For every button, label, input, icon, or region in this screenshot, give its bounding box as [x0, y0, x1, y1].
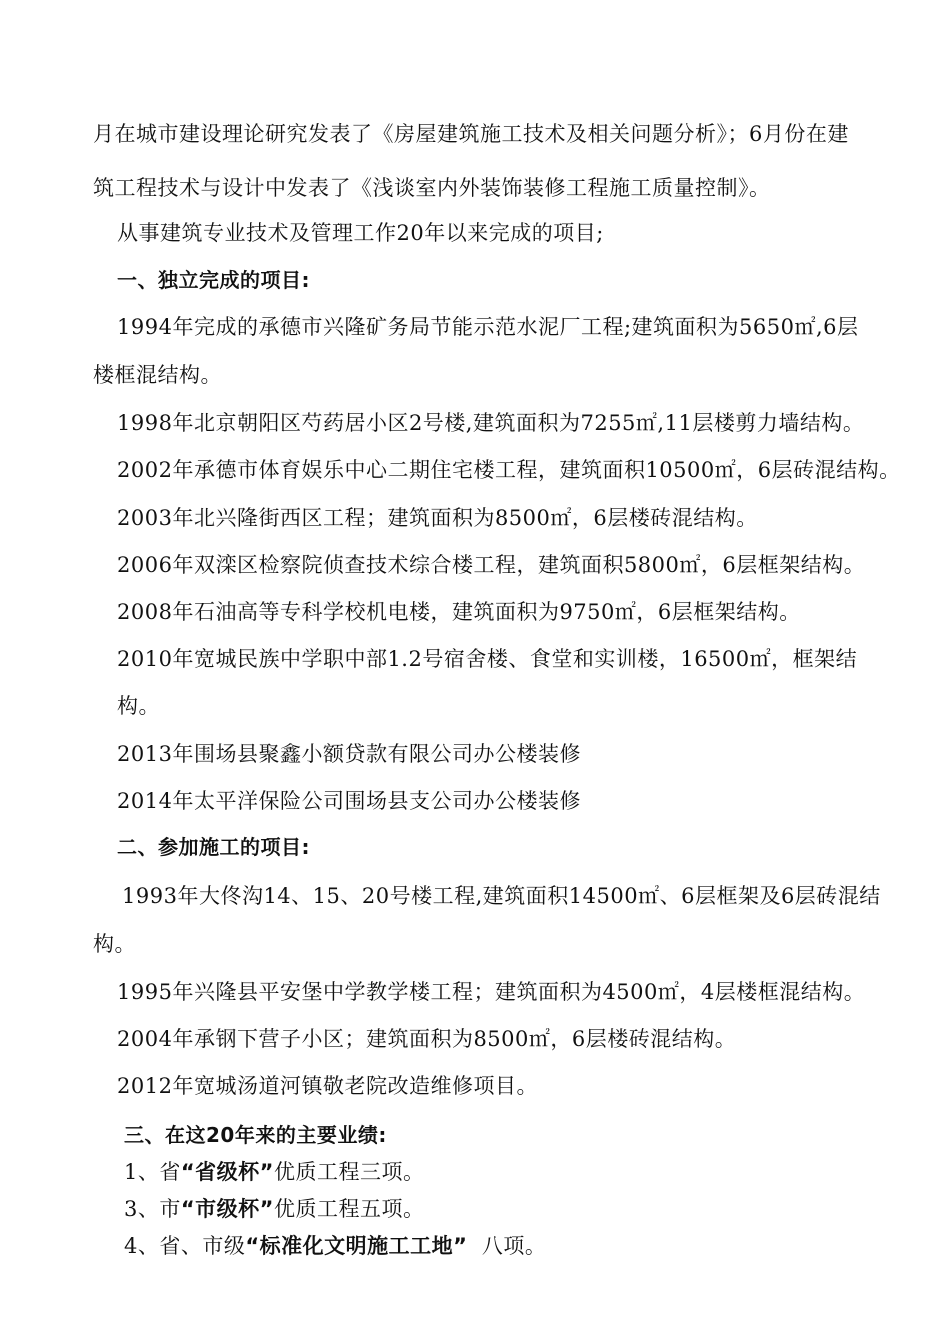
project-item: 1994年完成的承德市兴隆矿务局节能示范水泥厂工程;建筑面积为5650㎡,6层 — [117, 315, 859, 339]
project-item: 构。 — [117, 694, 160, 718]
achievement-prefix: 4、省、市级 — [124, 1234, 246, 1258]
project-item: 1998年北京朝阳区芍药居小区2号楼,建筑面积为7255㎡,11层楼剪力墙结构。 — [117, 411, 865, 435]
achievement-prefix: 1、省 — [124, 1160, 181, 1184]
project-item: 1995年兴隆县平安堡中学教学楼工程；建筑面积为4500㎡，4层楼框混结构。 — [117, 980, 866, 1004]
project-item: 2010年宽城民族中学职中部1.2号宿舍楼、食堂和实训楼，16500㎡，框架结 — [117, 647, 858, 671]
project-item: 2013年围场县聚鑫小额贷款有限公司办公楼装修 — [117, 742, 581, 766]
project-item: 构。 — [93, 932, 136, 956]
achievement-award: “省级杯” — [180, 1160, 274, 1184]
intro-line-2: 筑工程技术与设计中发表了《浅谈室内外装饰装修工程施工质量控制》。 — [93, 176, 771, 200]
project-item: 2002年承德市体育娱乐中心二期住宅楼工程，建筑面积10500㎡，6层砖混结构。 — [117, 458, 901, 482]
project-item: 1993年大佟沟14、15、20号楼工程,建筑面积14500㎡、6层框架及6层砖混结 — [122, 884, 881, 908]
project-item: 2014年太平洋保险公司围场县支公司办公楼装修 — [117, 789, 581, 813]
project-item: 2004年承钢下营子小区；建筑面积为8500㎡，6层楼砖混结构。 — [117, 1027, 737, 1051]
project-item: 2008年石油高等专科学校机电楼，建筑面积为9750㎡，6层框架结构。 — [117, 600, 801, 624]
project-item: 2006年双滦区检察院侦查技术综合楼工程，建筑面积5800㎡，6层框架结构。 — [117, 553, 866, 577]
achievement-prefix: 3、市 — [124, 1197, 181, 1221]
achievement-item — [124, 1158, 424, 1186]
achievement-suffix: 八项。 — [467, 1234, 547, 1258]
intro-line-1: 月在城市建设理论研究发表了《房屋建筑施工技术及相关问题分析》；6月份在建 — [93, 122, 849, 146]
achievement-item — [124, 1195, 424, 1223]
section-3-heading: 三、在这20年来的主要业绩: — [124, 1123, 387, 1147]
achievement-award: “标准化文明施工工地” — [245, 1234, 468, 1258]
section-2-heading: 二、参加施工的项目: — [117, 835, 310, 859]
achievement-suffix: 优质工程三项。 — [273, 1160, 425, 1184]
achievement-item — [124, 1232, 546, 1260]
project-item: 楼框混结构。 — [93, 363, 222, 387]
achievement-suffix: 优质工程五项。 — [273, 1197, 425, 1221]
intro-line-3: 从事建筑专业技术及管理工作20年以来完成的项目; — [117, 221, 604, 245]
section-1-heading: 一、独立完成的项目: — [117, 268, 310, 292]
project-item: 2012年宽城汤道河镇敬老院改造维修项目。 — [117, 1074, 538, 1098]
achievement-award: “市级杯” — [180, 1197, 274, 1221]
project-item: 2003年北兴隆街西区工程；建筑面积为8500㎡，6层楼砖混结构。 — [117, 506, 758, 530]
